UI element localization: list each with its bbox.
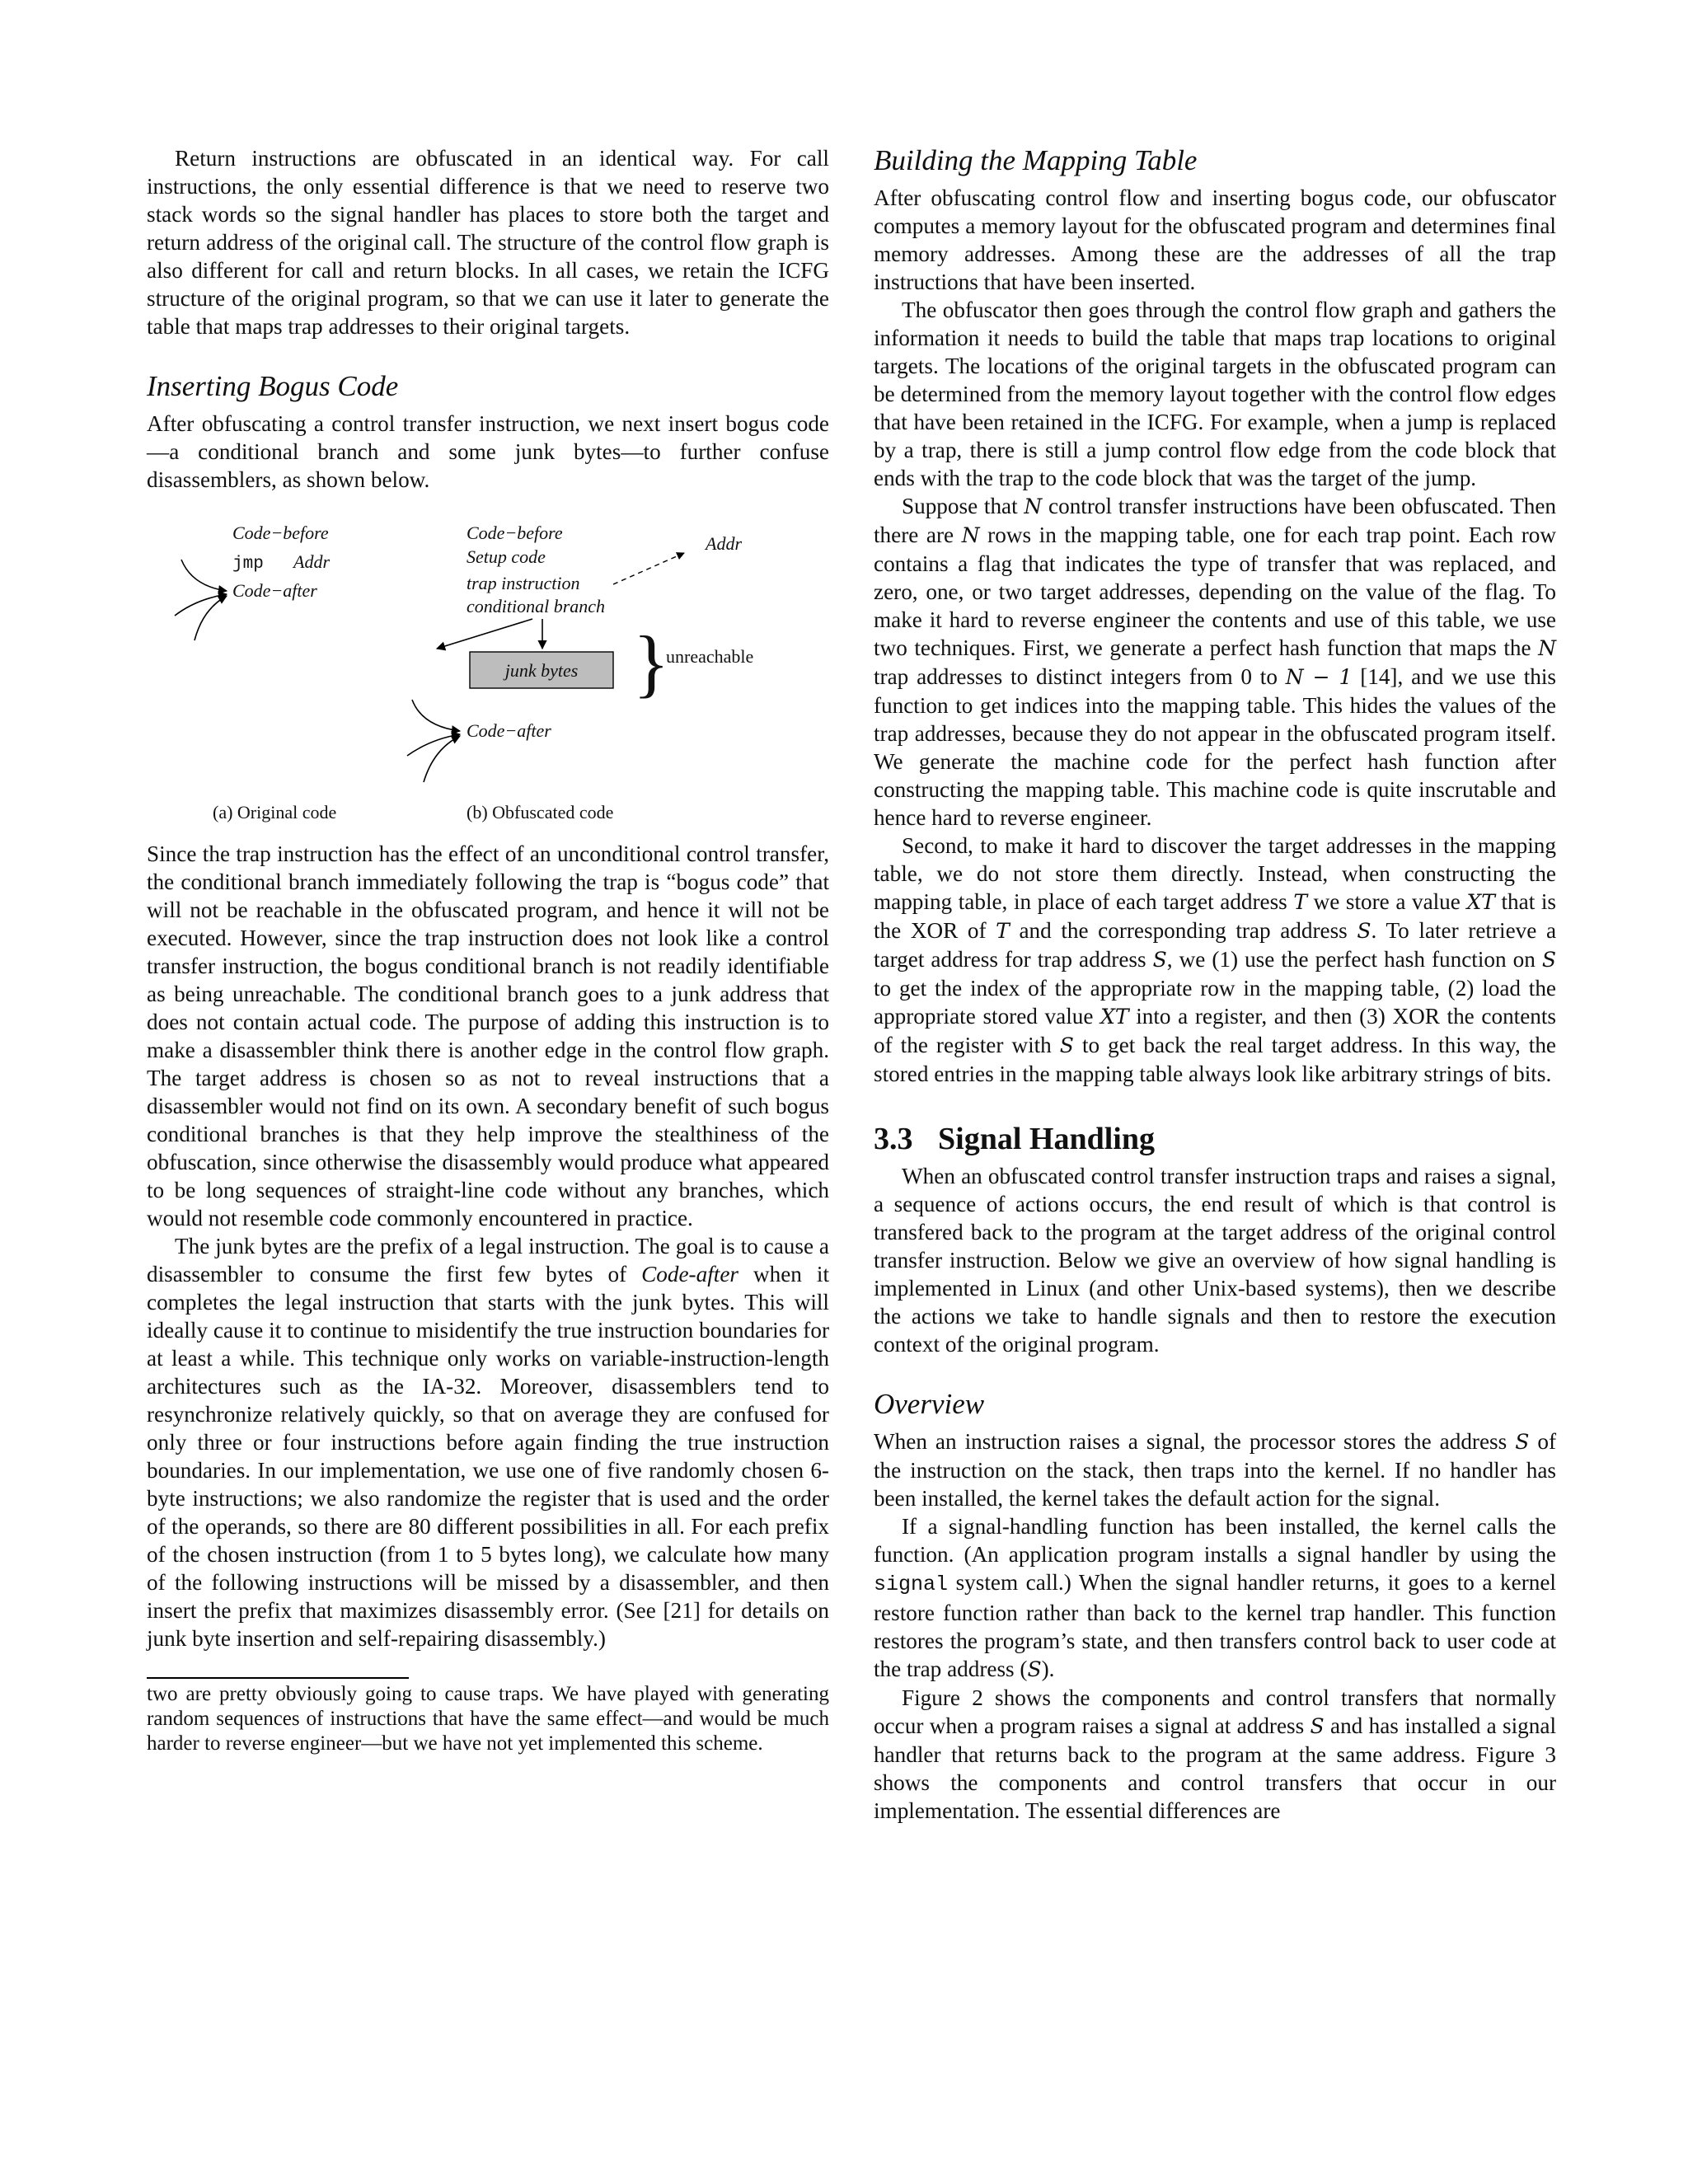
heading-overview: Overview [874, 1388, 985, 1420]
right-column [874, 144, 1556, 1825]
label-b-unreachable: unreachable [666, 646, 754, 667]
paragraph-mapping-cfg: The obfuscator then goes through the control flow graph and gathers the information it needs to build the table that maps trap locations to original targets. The locations of the original targets in the obfuscated program can be determined from the memory layout together with the control flow edges that have been retained in the ICFG. For example, when a jump is replaced by a trap, there is still a jump control flow edge from the code block that ends with the trap to the code block that was the target of the jump. [874, 298, 1556, 490]
paragraph-junk-bytes [147, 1232, 829, 1652]
figure-diagram [147, 494, 829, 832]
label-b-code-after: Code−after [467, 720, 551, 741]
label-b-setup: Setup code [467, 546, 546, 567]
junk-code-after: Code-after [641, 1262, 738, 1286]
paragraph-mapping-intro: After obfuscating control flow and inserting bogus code, our obfuscator computes a memory layout for the obfuscated program and determines final memory addresses. Among these are the addresses of all the trap instructions that have been inserted. [874, 185, 1556, 294]
label-a-jmp: jmp [232, 555, 264, 574]
brace-unreachable: } [633, 621, 670, 705]
paragraph-trap-explanation: Since the trap instruction has the effect of an unconditional control transfer, the conditional branch immediately following the trap is “bogus code” that will not be reachable in the obfuscated program, and hence it will not be executed. However, since the trap instruction does not look like a control transfer instruction, the bogus conditional branch is not readily identifiable as being unreachable. The conditional branch goes to a junk address that does not contain actual code. The purpose of adding this instruction is to make a disassembler think there is another edge in the control flow graph. The target address is chosen so as not to reveal instructions that a disassembler would not find on its own. A secondary benefit of such bogus conditional branches is that they help improve the stealthiness of the obfuscation, since otherwise the disassembly would produce what appeared to be long sequences of straight-line code without any branches, which would not resemble code commonly encountered in practice. [147, 841, 829, 1230]
paragraph-mapping-xor: Second, to make it hard to discover the target addresses in the mapping table, we do not store them directly. Instead, when constructing the mapping table, in place of each target address T we store a value XT that is the XOR of T and the corresponding trap address S. To later retrieve a target address for trap address S, we (1) use the perfect hash function on S to get the index of the appropriate row in the mapping table, (2) load the appropriate stored value XT into a register, and then (3) XOR the contents of the register with S to get back the real target address. In this way, the stored entries in the mapping table always look like arbitrary strings of bits. [874, 833, 1557, 1086]
paragraph-overview-2: If a signal-handling function has been installed, the kernel calls the function. (An application program installs a signal handler by using the signal system call.) When the signal handler returns, it goes to a kernel restore function rather than back to the kernel trap handler. This function restores the program’s state, and then transfers control back to user code at the trap address (S). [874, 1514, 1556, 1681]
section-number: 3.3 [874, 1122, 913, 1156]
label-a-code-after: Code−after [232, 580, 317, 601]
label-b-addr: Addr [706, 533, 742, 554]
paragraph-return-instructions: Return instructions are obfuscated in an identical way. For call instructions, the only essential difference is that we need to reserve two stack words so the signal handler has places to store both the target and return address of the original call. The structure of the control flow graph is also different for call and return blocks. In all cases, we retain the ICFG structure of the original program, so that we can use it later to generate the table that maps trap addresses to their original targets. [147, 146, 829, 339]
arrow-a-1 [181, 560, 227, 591]
arrow-a-2 [175, 594, 227, 616]
arrow-b-trap-addr [613, 553, 684, 584]
section-title: Signal Handling [938, 1122, 1155, 1156]
paragraph-signal-intro: When an obfuscated control transfer instruction traps and raises a signal, a sequence of actions occurs, the end result of which is that control is transfered back to the program at the target address of the original control transfer instruction. Below we give an overview of how signal handling is implemented in Linux (and other Unix-based systems), then we describe the actions we take to handle signals and then to restore the execution context of the original program. [874, 1164, 1556, 1357]
paragraph-bogus-intro: After obfuscating a control transfer instruction, we next insert bogus code—a conditional branch and some junk bytes—to further confuse disassemblers, as shown below. [147, 411, 829, 492]
junk-text-1: The junk bytes are the prefix of a legal instruction. The goal is to cause a disassembler to consume the first few bytes of [147, 1234, 829, 1286]
paragraph-overview-1: When an instruction raises a signal, the processor stores the address S of the instruction on the stack, then traps into the kernel. If no handler has been installed, the kernel takes the default action for the signal. [874, 1429, 1556, 1511]
left-column [147, 144, 829, 1756]
footnote-text: two are pretty obviously going to cause traps. We have played with generating random sequences of instructions that have the same effect—and would be much harder to reverse engineer—but we have not yet implemented this scheme. [147, 1683, 829, 1755]
figure-bogus-code [147, 494, 829, 832]
junk-text-2: when it completes the legal instruction that starts with the junk bytes. This will ideally cause it to continue to misidentify the true instruction boundaries for at least a while. This technique only works on variable-instruction-length architectures such as the IA-32. Moreover, disassemblers tend to resynchronize relatively quickly, so that on average they are confused for only three or four instructions before again finding the true instruction boundaries. In our implementation, we use one of five randomly chosen 6-byte instructions; we also randomize the register that is used and the order of the operands, so there are 80 different possibilities in all. For each prefix of the chosen instruction (from 1 to 5 bytes long), we calculate how many of the following instructions will be missed by a disassembler, and then insert the prefix that maximizes disassembly error. (See [21] for details on junk byte insertion and self-repairing disassembly.) [147, 1262, 829, 1651]
label-b-trap: trap instruction [467, 573, 580, 593]
paragraph-mapping-hash: Suppose that N control transfer instructions have been obfuscated. Then there are N rows in the mapping table, one for each trap point. Each row contains a flag that indicates the type of transfer that was replaced, and zero, one, or two target addresses, depending on the value of the flag. To make it hard to reverse engineer the contents and use of this table, we use two techniques. First, we generate a perfect hash function that maps the N trap addresses to distinct integers from 0 to N − 1 [14], and we use this function to get indices into the mapping table. This hides the values of the trap addresses, because they do not appear in the obfuscated program itself. We generate the machine code for the perfect hash function after constructing the mapping table. This machine code is quite inscrutable and hence hard to reverse engineer. [874, 494, 1556, 830]
caption-b: (b) Obfuscated code [467, 802, 614, 823]
paragraph-overview-3: Figure 2 shows the components and control transfers that normally occur when a program raises a signal at address S and has installed a signal handler that returns back to the program at the same address. Figure 3 shows the components and control transfers that occur in our implementation. The essential differences are [874, 1685, 1556, 1823]
footnote-rule [147, 1677, 409, 1679]
arrow-b-1 [412, 700, 460, 731]
arrow-b-2 [407, 734, 460, 756]
caption-a: (a) Original code [213, 802, 337, 823]
label-a-code-before: Code−before [232, 523, 329, 543]
heading-inserting-bogus-code: Inserting Bogus Code [147, 370, 399, 402]
label-b-branch: conditional branch [467, 596, 606, 616]
section-heading-signal-handling [874, 1121, 1556, 1157]
arrow-b-branch-left [437, 619, 532, 649]
label-a-addr: Addr [293, 551, 330, 572]
heading-building-mapping-table: Building the Mapping Table [874, 144, 1198, 176]
label-b-code-before: Code−before [467, 523, 563, 543]
label-b-junk: junk bytes [504, 660, 579, 681]
arrow-a-3 [195, 596, 227, 640]
